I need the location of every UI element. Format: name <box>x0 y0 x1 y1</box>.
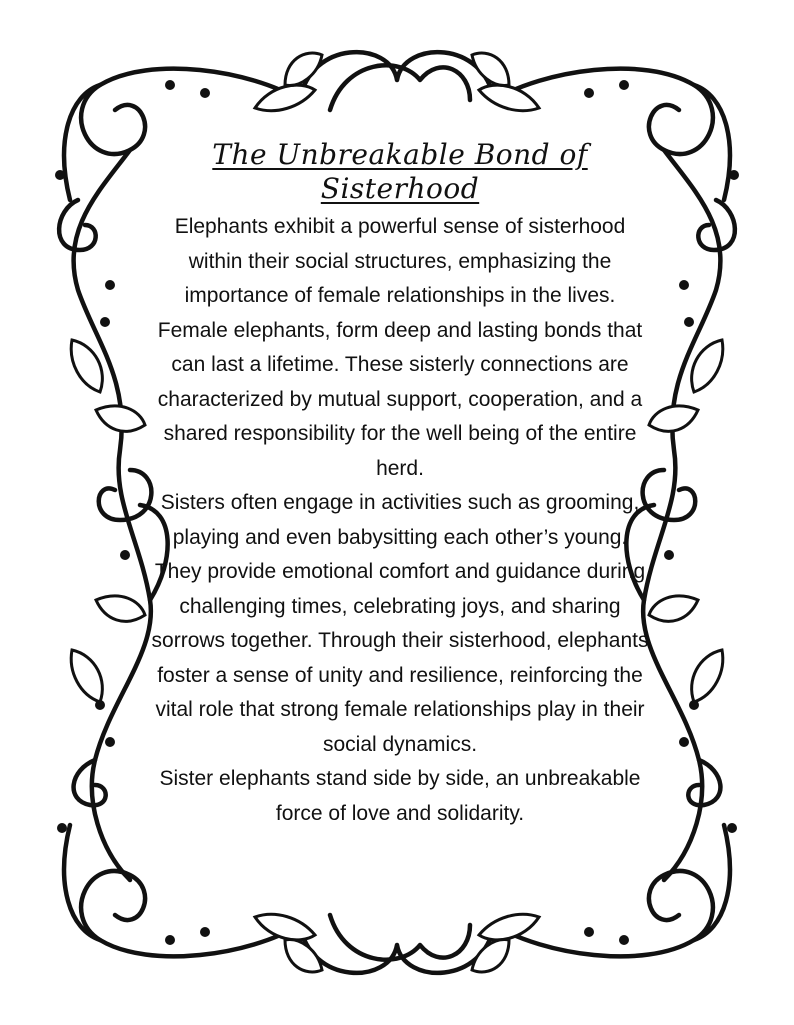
title-line-2: Sisterhood <box>320 172 480 205</box>
paragraph-intro: Elephants exhibit a powerful sense of sisterhood within their social structures, emphasizing the importance of female relationships in the lives. Female elephants, form deep and lasting bonds that can last a lifetime. These sisterly connections are characterized by mutual support, cooperation, and a shared responsibility for the well being of the entire herd. <box>157 215 643 480</box>
paragraph-closing: Sister elephants stand side by side, an unbreakable force of love and solidarity. <box>159 767 641 825</box>
paragraph-activities: Sisters often engage in activities such as grooming, playing and even babysitting each other’s young. They provide emotional comfort and guidance during challenging times, celebrating joys, and sharing sorrows together. Through their sisterhood, elephants foster a sense of unity and resilience, reinforcing the vital role that strong female relationships play in their social dynamics. <box>151 491 649 756</box>
text-panel <box>150 138 650 831</box>
page-title <box>150 138 650 206</box>
body-text <box>150 210 650 831</box>
title-line-1: The Unbreakable Bond of <box>212 138 588 171</box>
